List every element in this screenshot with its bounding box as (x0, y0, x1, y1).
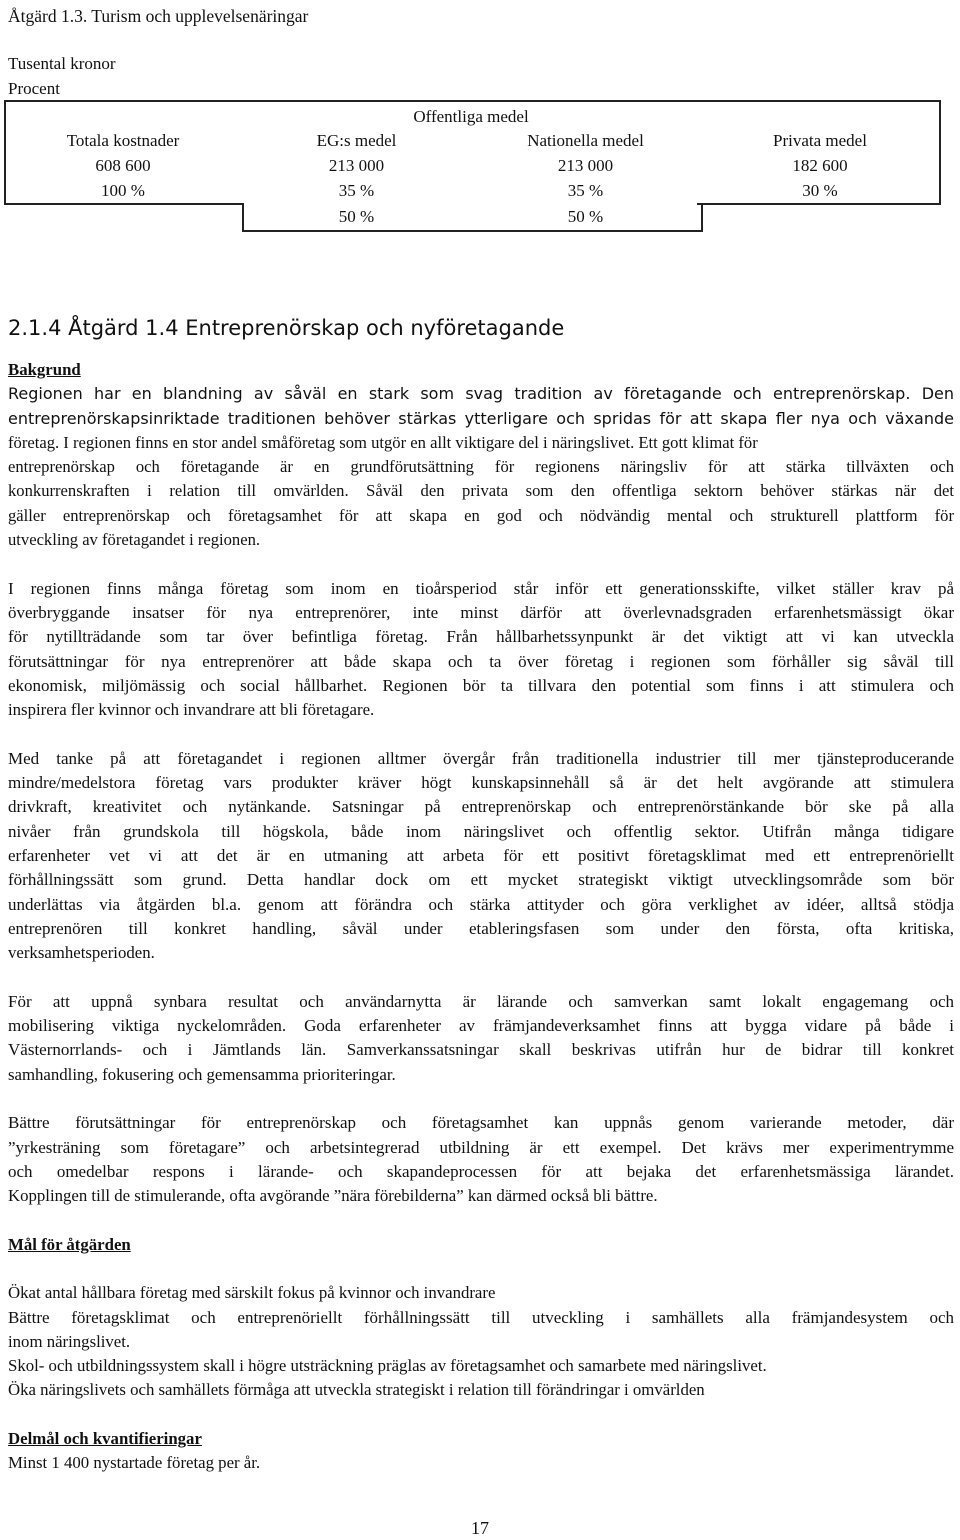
text-line: entreprenörskapsinriktade traditionen behöver stärkas ytterligare och spridas för att skapa fler nya och växande (8, 408, 954, 428)
amount-cell: 182 600 (792, 156, 848, 175)
text-line: för nytillträdande som tar över befintliga företag. Från hållbarhetssynpunkt är det viktigt att vi kan utveckla (8, 627, 954, 647)
text-line: gäller entreprenörskap och företagsamhet för att skapa en god och nödvändig mental och strukturell plattform för (8, 505, 954, 525)
background-paragraph-2 (8, 577, 954, 723)
text-line: mobilisering viktiga nyckelområden. Goda erfarenheter av främjandeverksamhet finns att bygga vidare på både i (8, 1016, 954, 1036)
text-line: Bättre förutsättningar för entreprenörskap och företagsamhet kan uppnås genom varierande metoder, där (8, 1113, 954, 1133)
table-border (4, 203, 244, 205)
public-percent-cell: 50 % (338, 207, 375, 226)
text-line: samhandling, fokusering och gemensamma prioriteringar. (8, 1064, 396, 1084)
text-line: drivkraft, kreativitet och nytänkande. Satsningar på entreprenörskap och entreprenörstänkande bör ske på alla (8, 797, 954, 817)
text-line: Västernorrlands- och i Jämtlands län. Samverkanssatsningar skall beskrivas utifrån hur de bidrar till konkret (8, 1040, 954, 1060)
amount-cell: 213 000 (557, 156, 614, 175)
text-line: Regionen har en blandning av såväl en stark som svag tradition av företagande och entreprenörskap. Den (8, 384, 954, 404)
budget-table (4, 100, 941, 233)
document-page (8, 4, 956, 101)
text-line: förhållningssätt som grund. Detta handlar dock om ett mycket strategiskt viktigt utvecklingsområde som bör (8, 870, 954, 890)
percent-cell: 35 % (567, 181, 604, 200)
public-funds-header: Offentliga medel (413, 107, 529, 126)
text-line: och omedelbar respons i lärande- och skapandeprocessen för att bejaka det erfarenhetsmässiga lärandet. (8, 1161, 954, 1181)
goal-item: Öka näringslivets och samhällets förmåga att utveckla strategiskt i relation till förändringar i omvärlden (8, 1380, 705, 1400)
text-line: I regionen finns många företag som inom en tioårsperiod står inför ett generationsskifte, vilket ställer krav på (8, 578, 954, 598)
subgoals-heading: Delmål och kvantifieringar (8, 1429, 202, 1449)
section-title: 2.1.4 Åtgärd 1.4 Entreprenörskap och nyföretagande (8, 316, 565, 340)
goal-item: Ökat antal hållbara företag med särskilt fokus på kvinnor och invandrare (8, 1283, 496, 1303)
text-line: entreprenörskap och företagande är en grundförutsättning för regionens näringsliv för att stärka tillväxten och (8, 457, 954, 477)
text-line: utveckling av företagandet i regionen. (8, 530, 261, 550)
percent-cell: 35 % (338, 181, 375, 200)
goal-item: Skol- och utbildningssystem skall i högre utsträckning präglas av företagsamhet och samarbete med näringslivet. (8, 1356, 767, 1376)
column-header: EG:s medel (316, 131, 397, 150)
text-line: Kopplingen till de stimulerande, ofta avgörande ”nära förebilderna” kan därmed också bli bättre. (8, 1186, 658, 1206)
units-line: Procent (8, 78, 60, 98)
units-block (8, 52, 956, 101)
text-line: verksamhetsperioden. (8, 943, 155, 963)
background-paragraph-3 (8, 747, 954, 966)
background-heading: Bakgrund (8, 360, 81, 379)
text-line: företag. I regionen finns en stor andel småföretag som utgör en allt viktigare del i näringslivet. Ett gott klimat för (8, 432, 758, 452)
text-line: förutsättningar för nya entreprenörer att både skapa och ta över företag i regionen som förhåller sig såväl till (8, 651, 954, 671)
background-paragraph-4 (8, 990, 954, 1087)
amount-cell: 608 600 (95, 156, 151, 175)
goal-item: inom näringslivet. (8, 1331, 131, 1351)
column-header: Nationella medel (527, 131, 644, 150)
column-header: Totala kostnader (66, 131, 180, 150)
goals-heading: Mål för åtgärden (8, 1234, 131, 1254)
percent-cell: 100 % (101, 181, 145, 200)
text-line: Med tanke på att företagandet i regionen alltmer övergår från traditionella industrier till mer tjänsteproducerande (8, 748, 954, 768)
page-number: 17 (471, 1518, 489, 1538)
percent-cell: 30 % (802, 181, 838, 200)
background-paragraph-1 (8, 382, 954, 552)
text-line: ”yrkesträning som företagare” och arbetsintegrerad utbildning är ett exempel. Det krävs mer experimentrymme (8, 1137, 954, 1157)
text-line: mindre/medelstora företag vars produkter kräver högt kunskapsinnehåll så är det helt avgörande att stimulera (8, 773, 954, 793)
document-body (8, 358, 954, 1476)
text-line: För att uppnå synbara resultat och användarnytta är lärande och samverkan samt lokalt engagemang och (8, 991, 954, 1011)
text-line: konkurrenskraften i relation till omvärlden. Såväl den privata som den offentliga sektorn behöver stärkas när det (8, 481, 954, 501)
text-line: inspirera fler kvinnor och invandrare att bli företagare. (8, 700, 375, 720)
background-paragraph-5 (8, 1111, 954, 1208)
table-border (697, 203, 939, 205)
measure-title: Åtgärd 1.3. Turism och upplevelsenäringar (8, 6, 309, 26)
text-line: entreprenören till konkret handling, såväl under etableringsfasen som under den första, ofta kritiska, (8, 918, 954, 938)
column-header: Privata medel (773, 131, 867, 150)
amount-cell: 213 000 (328, 156, 385, 175)
text-line: överbryggande insatser för nya entreprenörer, inte minst därför att överlevnadsgraden erfarenhetsmässigt ökar (8, 602, 954, 622)
public-percent-cell: 50 % (567, 207, 604, 226)
text-line: nivåer från grundskola till högskola, både inom näringslivet och offentlig sektor. Utifrån många tidigare (8, 821, 954, 841)
text-line: erfarenheter vet vi att det är en utmaning att arbeta för ett positivt företagsklimat med ett entreprenöriellt (8, 845, 954, 865)
text-line: ekonomisk, miljömässig och social hållbarhet. Regionen bör ta tillvara den potential som finns i att stimulera och (8, 675, 954, 695)
goal-item: Bättre företagsklimat och entreprenöriellt förhållningssätt till utveckling i samhällets alla främjandesystem och (8, 1307, 954, 1327)
units-line: Tusental kronor (8, 54, 116, 74)
subgoal-item: Minst 1 400 nystartade företag per år. (8, 1453, 261, 1473)
goals-list (8, 1281, 954, 1402)
text-line: underlättas via åtgärden bl.a. genom att förändra och stärka attityder och göra verklighet av idéer, alltså stödja (8, 894, 954, 914)
